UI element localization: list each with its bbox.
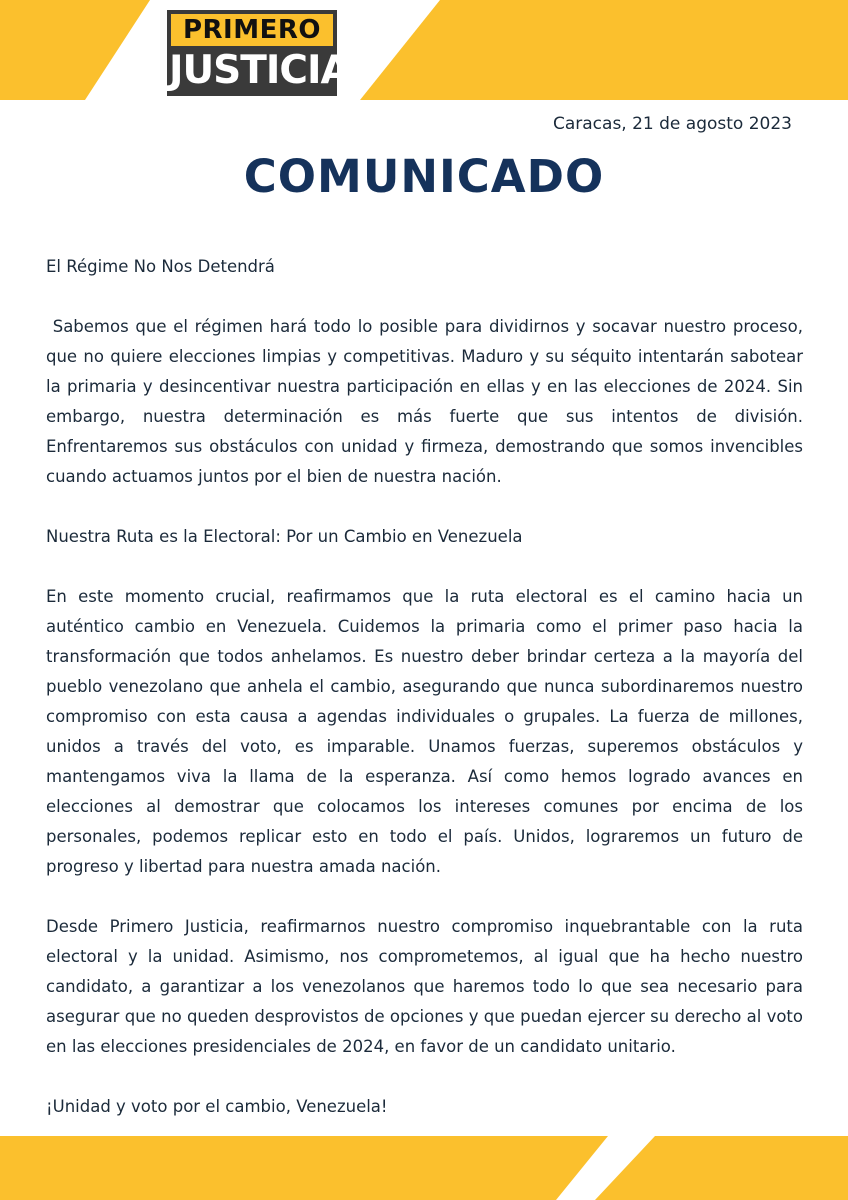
paragraph-regime-text: Sabemos que el régimen hará todo lo posible para dividirnos y socavar nuestro proceso, que no quiere elecciones limpias y competitivas. Maduro y su séquito intentarán sabotear la primaria y desincentivar nuestra participación en ellas y en las elecciones de 2024. Sin embargo, nuestra determinación es más fuerte que sus intentos de división. Enfrentaremos sus obstáculos con unidad y firmeza, demostrando que somos invencibles cuando actuamos juntos por el bien de nuestra nación. [46,317,803,486]
document-title: COMUNICADO [243,150,605,203]
paragraph-commitment: Desde Primero Justicia, reafirmarnos nuestro compromiso inquebrantable con la ruta electoral y la unidad. Asimismo, nos comprometemos, al igual que ha hecho nuestro candidato, a garantizar a los venezolanos que haremos todo lo que sea necesario para asegurar que no queden desprovistos de opciones y que puedan ejercer su derecho al voto en las elecciones presidenciales de 2024, en favor de un candidato unitario. [46,917,803,1056]
closing-line: ¡Unidad y voto por el cambio, Venezuela! [46,1097,388,1116]
top-right-stripe [360,0,848,100]
bottom-yellow-banner [0,1136,848,1200]
bottom-left-stripe [0,1136,608,1200]
top-left-stripe [0,0,150,100]
bottom-right-stripe [595,1136,848,1200]
paragraph-electoral-route: En este momento crucial, reafirmamos que la ruta electoral es el camino hacia un auténtico cambio en Venezuela. Cuidemos la primaria como el primer paso hacia la transformación que todos anhelamos. Es nuestro deber brindar certeza a la mayoría del pueblo venezolano que anhela el cambio, asegurando que nunca subordinaremos nuestro compromiso con esta causa a agendas individuales o grupales. La fuerza de millones, unidos a través del voto, es imparable. Unamos fuerzas, superemos obstáculos y mantengamos viva la llama de la esperanza. Así como hemos logrado avances en elecciones al demostrar que colocamos los intereses comunes por encima de los personales, podemos replicar esto en todo el país. Unidos, lograremos un futuro de progreso y libertad para nuestra amada nación. [46,587,803,876]
document-body [46,252,803,1122]
section-heading-regime: El Régime No Nos Detendrá [46,257,275,276]
section-heading-electoral-route: Nuestra Ruta es la Electoral: Por un Cambio en Venezuela [46,527,523,546]
primero-justicia-logo [167,10,350,96]
logo-line-primero: PRIMERO [171,14,333,46]
document-date: Caracas, 21 de agosto 2023 [552,114,792,134]
paragraph-regime [46,312,803,492]
top-yellow-banner [0,0,848,100]
logo-line-justicia: JUSTICIA [169,48,350,93]
